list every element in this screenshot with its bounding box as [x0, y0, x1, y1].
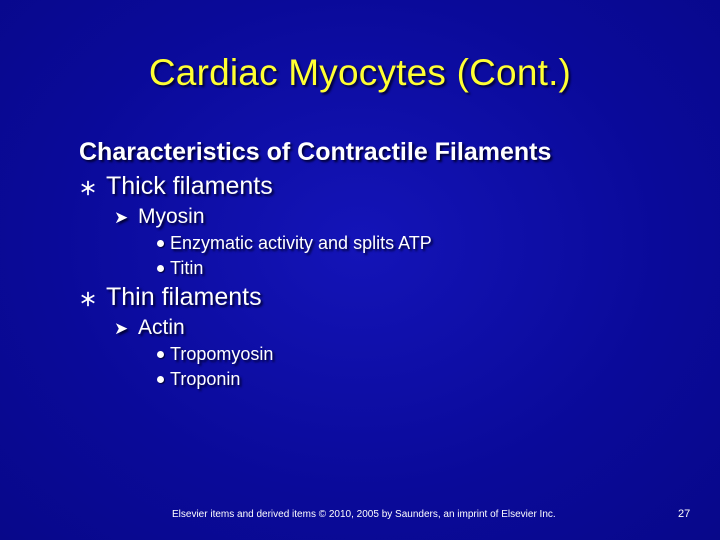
dot-icon	[157, 240, 164, 247]
arrowhead-icon: ➤	[114, 319, 129, 338]
arrowhead-icon: ➤	[114, 208, 129, 227]
level3-item: Tropomyosin	[170, 344, 274, 364]
section-heading: Characteristics of Contractile Filaments	[79, 138, 552, 166]
page-number: 27	[678, 508, 691, 520]
dot-icon	[157, 376, 164, 383]
star-of-life-icon	[79, 290, 97, 308]
slide-title: Cardiac Myocytes (Cont.)	[148, 52, 572, 93]
dot-icon	[157, 265, 164, 272]
level3-item: Enzymatic activity and splits ATP	[170, 233, 432, 253]
level1-item-thin-filaments: Thin filaments	[106, 283, 262, 311]
level1-item-thick-filaments: Thick filaments	[106, 172, 273, 200]
level3-item: Titin	[170, 258, 204, 278]
level2-item-actin: Actin	[138, 316, 185, 339]
level3-item: Troponin	[170, 369, 241, 389]
star-of-life-icon	[79, 179, 97, 197]
copyright-footer: Elsevier items and derived items © 2010, 2005 by Saunders, an imprint of Elsevier Inc.	[172, 509, 556, 520]
dot-icon	[157, 351, 164, 358]
level2-item-myosin: Myosin	[138, 205, 205, 228]
